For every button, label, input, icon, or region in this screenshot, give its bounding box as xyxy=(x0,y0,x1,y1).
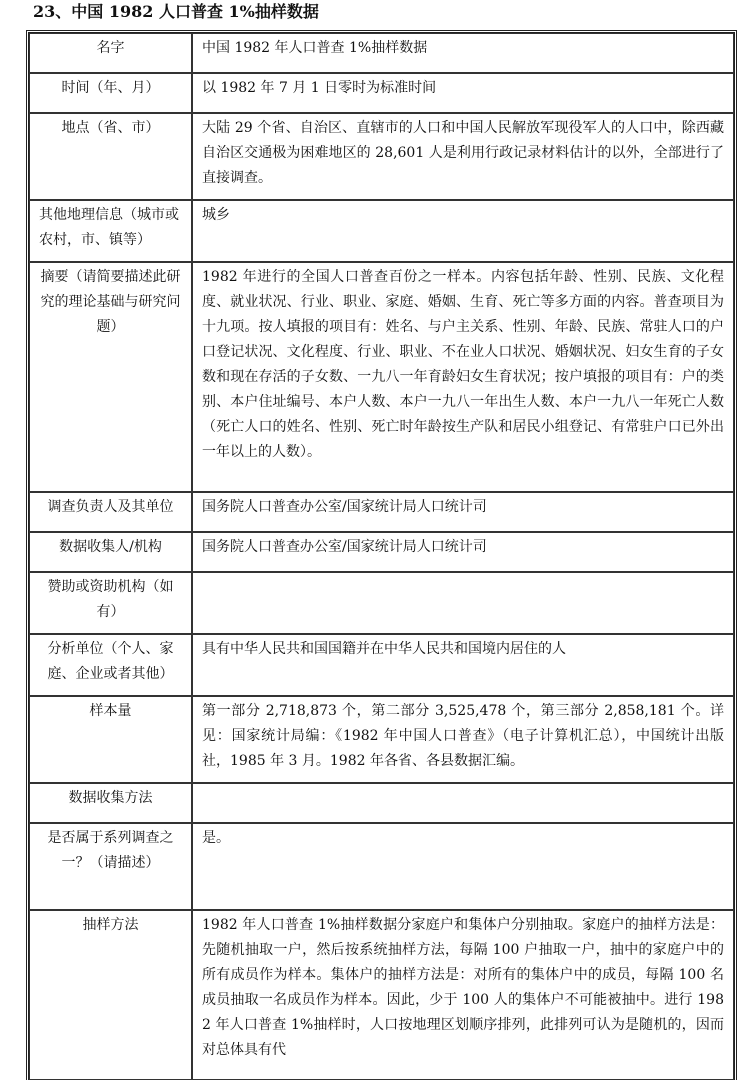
row-label-collector: 数据收集人/机构 xyxy=(29,532,192,572)
table-row xyxy=(29,572,734,634)
row-value-sampling-method: 1982 年人口普查 1%抽样数据分家庭户和集体户分别抽取。家庭户的抽样方法是：先随机抽取一户，然后按系统抽样方法，每隔 100 户抽取一户，抽中的家庭户中的所有成员作为样本。集体户的抽样方法是：对所有的集体户中的成员，每隔 100 名成员抽取一名成员作为样本。因此，少于 100 人的集体户不可能被抽中。进行 1982 年人口普查 1%抽样时，人口按地理区划顺序排列，此排列可认为是随机的，因而对总体具有代 xyxy=(192,910,734,1080)
row-value-abstract: 1982 年进行的全国人口普查百份之一样本。内容包括年龄、性别、民族、文化程度、就业状况、行业、职业、家庭、婚姻、生育、死亡等多方面的内容。普查项目为十九项。按人填报的项目有：姓名、与户主关系、性别、年龄、民族、常驻人口的户口登记状况、文化程度、行业、职业、不在业人口状况、婚姻状况、妇女生育的子女数和现在存活的子女数、一九八一年育龄妇女生育状况；按户填报的项目有：户的类别、本户住址编号、本户人数、本户一九八一年出生人数、本户一九八一年死亡人数（死亡人口的姓名、性别、死亡时年龄按生产队和居民小组登记、有常驻户口已外出一年以上的人数）。 xyxy=(192,262,734,492)
row-value-collection-method xyxy=(192,783,734,823)
row-label-time: 时间（年、月） xyxy=(29,73,192,113)
table-row xyxy=(29,113,734,200)
table-row xyxy=(29,200,734,262)
table-row xyxy=(29,33,734,73)
table-row xyxy=(29,73,734,113)
row-value-investigator: 国务院人口普查办公室/国家统计局人口统计司 xyxy=(192,492,734,532)
row-label-series: 是否属于系列调查之一？（请描述） xyxy=(29,823,192,910)
table-row xyxy=(29,783,734,823)
row-label-sample-size: 样本量 xyxy=(29,696,192,783)
row-label-collection-method: 数据收集方法 xyxy=(29,783,192,823)
row-label-geo-info: 其他地理信息（城市或农村，市、镇等） xyxy=(29,200,192,262)
row-value-time: 以 1982 年 7 月 1 日零时为标准时间 xyxy=(192,73,734,113)
table-row xyxy=(29,532,734,572)
row-value-name: 中国 1982 年人口普查 1%抽样数据 xyxy=(192,33,734,73)
table-row xyxy=(29,262,734,492)
document-title: 23、中国 1982 人口普查 1%抽样数据 xyxy=(33,2,319,21)
row-label-investigator: 调查负责人及其单位 xyxy=(29,492,192,532)
row-value-collector: 国务院人口普查办公室/国家统计局人口统计司 xyxy=(192,532,734,572)
row-value-sponsor xyxy=(192,572,734,634)
row-value-analysis-unit: 具有中华人民共和国国籍并在中华人民共和国境内居住的人 xyxy=(192,634,734,696)
table-row xyxy=(29,634,734,696)
table-row xyxy=(29,823,734,910)
row-label-sampling-method: 抽样方法 xyxy=(29,910,192,1080)
row-label-location: 地点（省、市） xyxy=(29,113,192,200)
row-value-geo-info: 城乡 xyxy=(192,200,734,262)
row-label-name: 名字 xyxy=(29,33,192,73)
row-label-sponsor: 赞助或资助机构（如有） xyxy=(29,572,192,634)
table-row xyxy=(29,492,734,532)
metadata-table xyxy=(26,30,737,1080)
row-value-location: 大陆 29 个省、自治区、直辖市的人口和中国人民解放军现役军人的人口中，除西藏自治区交通极为困难地区的 28,601 人是利用行政记录材料估计的以外，全部进行了直接调查。 xyxy=(192,113,734,200)
row-value-sample-size: 第一部分 2,718,873 个，第二部分 3,525,478 个，第三部分 2,858,181 个。详见：国家统计局编：《1982 年中国人口普查》（电子计算机汇总），中国统计出版社，1985 年 3 月。1982 年各省、各县数据汇编。 xyxy=(192,696,734,783)
table-row xyxy=(29,910,734,1080)
row-label-abstract: 摘要（请简要描述此研究的理论基础与研究问题） xyxy=(29,262,192,492)
row-value-series: 是。 xyxy=(192,823,734,910)
table-row xyxy=(29,696,734,783)
row-label-analysis-unit: 分析单位（个人、家庭、企业或者其他） xyxy=(29,634,192,696)
